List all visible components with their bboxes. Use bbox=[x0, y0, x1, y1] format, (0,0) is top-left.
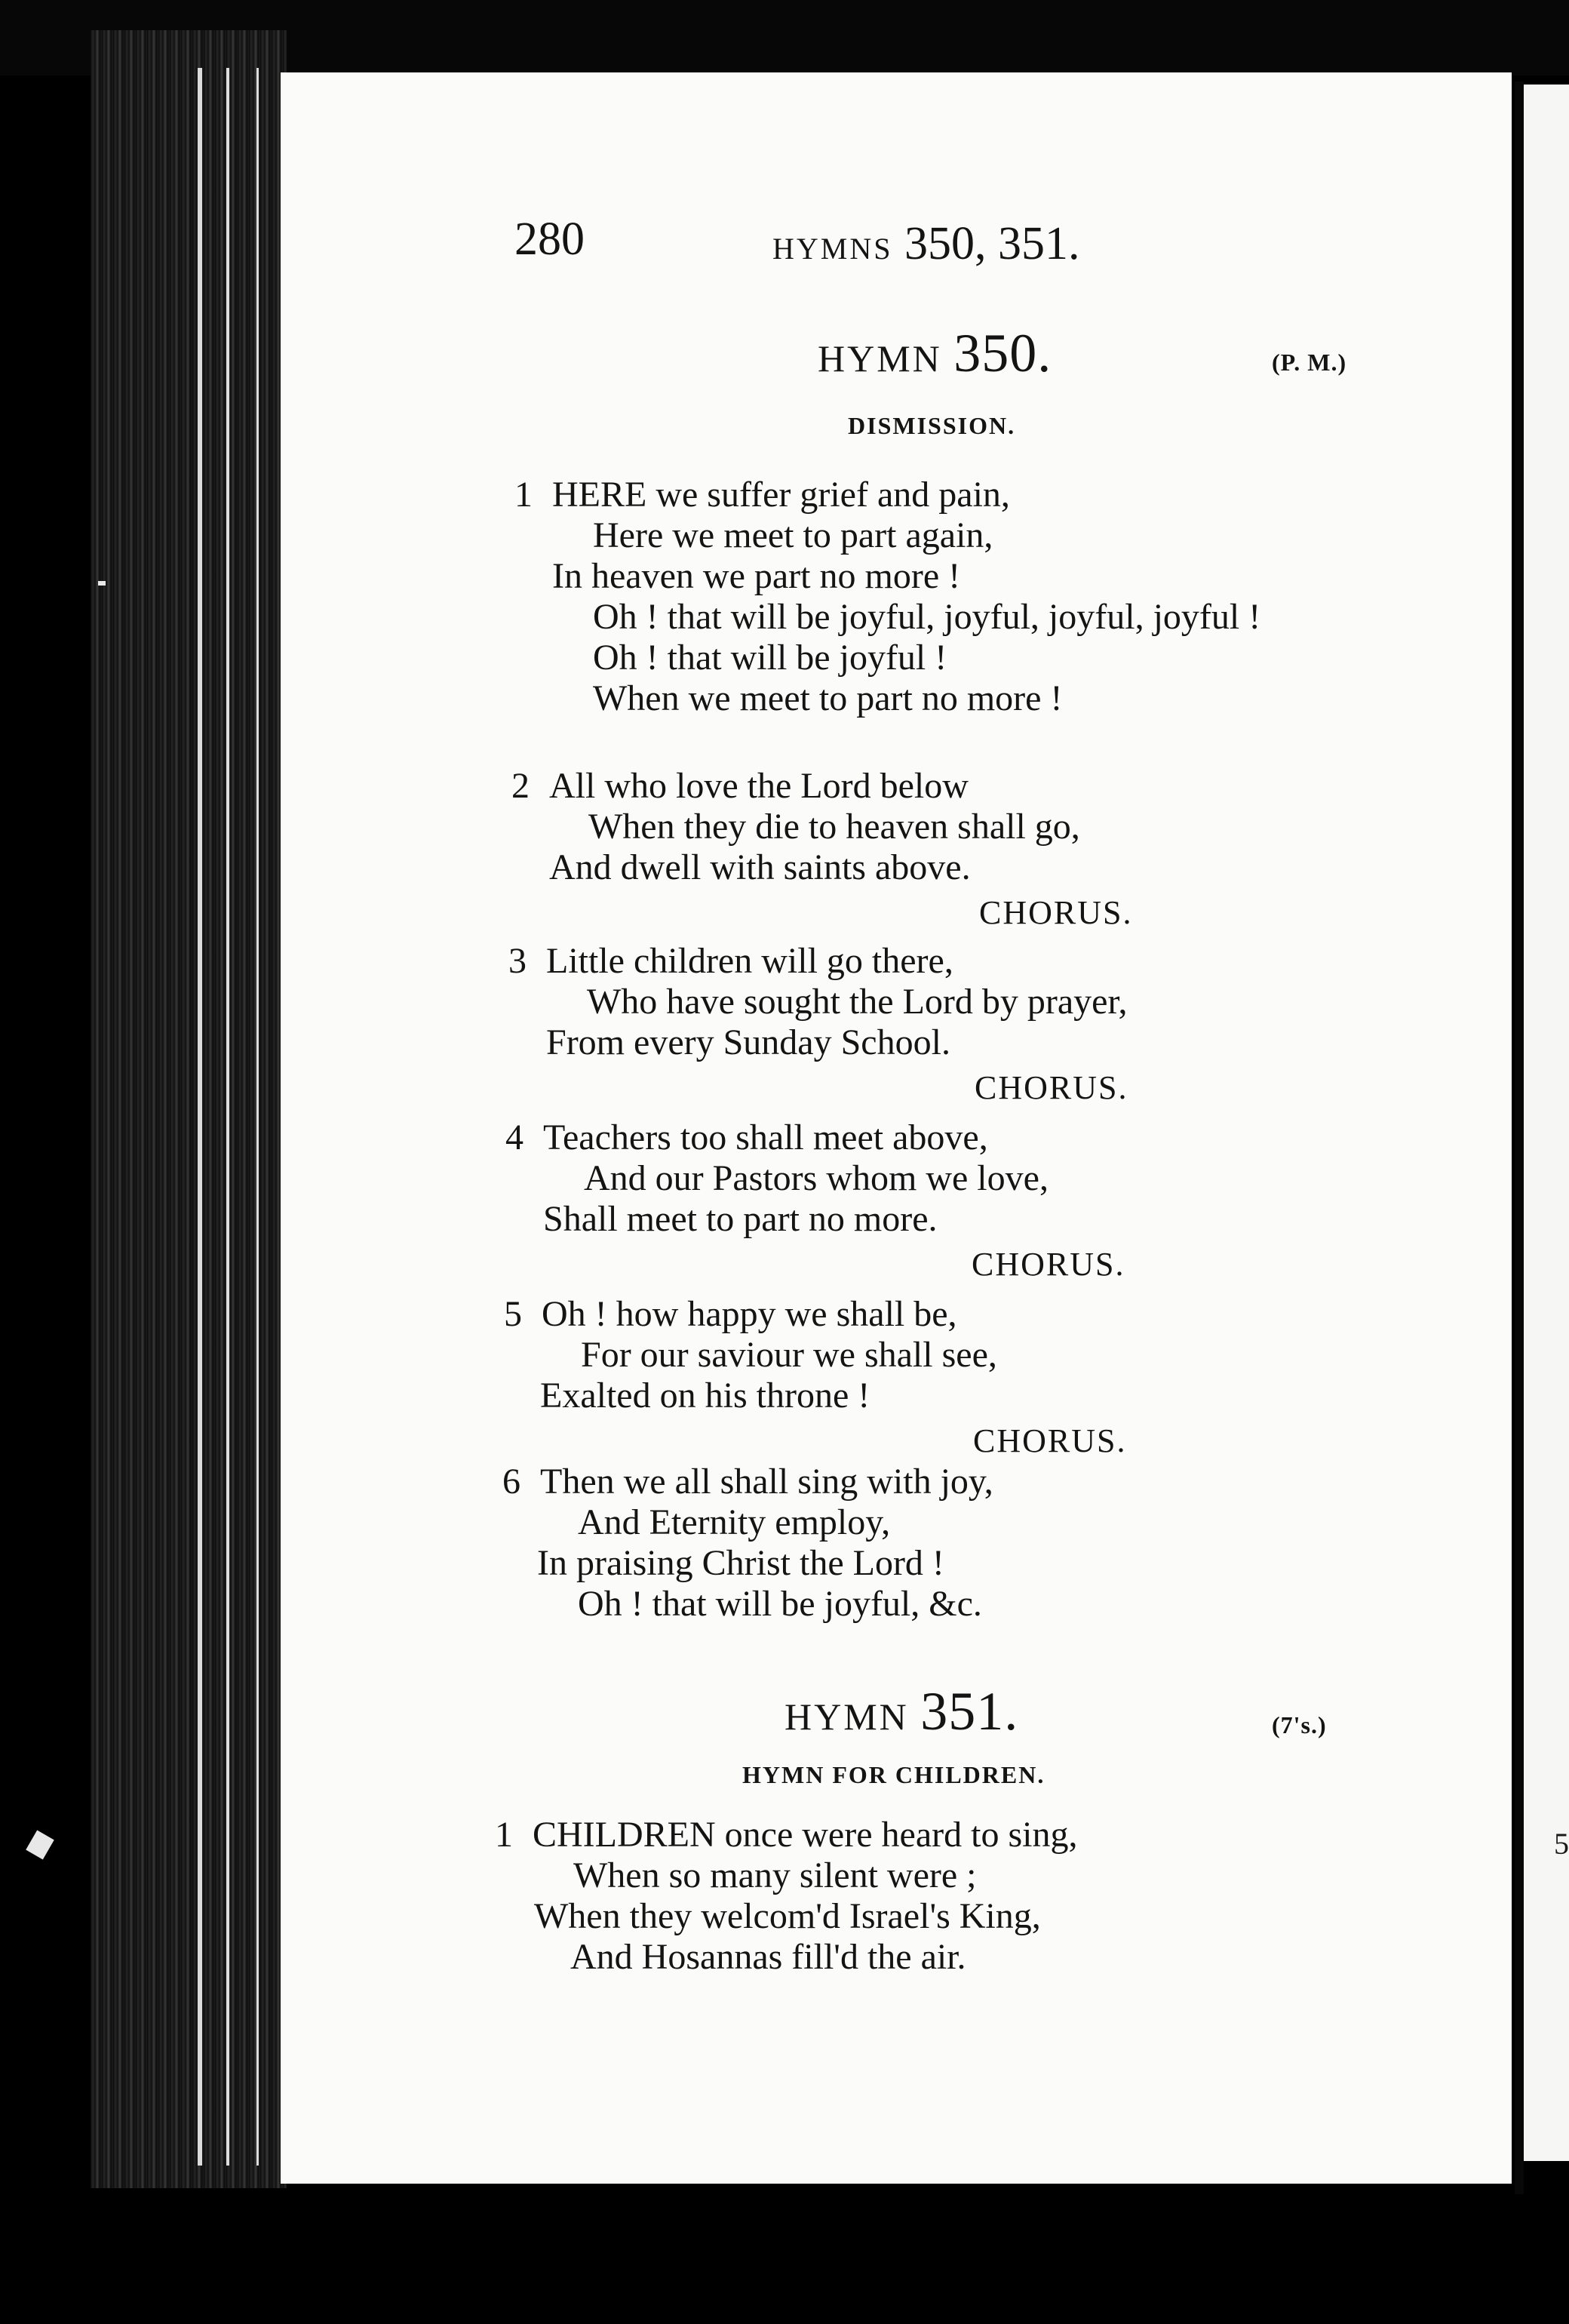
verse-text: Then we all shall sing with joy, bbox=[540, 1462, 993, 1502]
page-edge-highlight bbox=[256, 68, 259, 2166]
verse-line: In praising Christ the Lord ! bbox=[537, 1543, 944, 1583]
verse-line bbox=[502, 1464, 993, 1500]
verse-line: Here we meet to part again, bbox=[593, 515, 993, 555]
verse-line: When they welcom'd Israel's King, bbox=[534, 1896, 1041, 1936]
stanza-number: 1 bbox=[514, 475, 533, 515]
scan-artifact bbox=[98, 581, 106, 586]
facing-page-digit: 5 bbox=[1554, 1827, 1569, 1861]
verse-line: When so many silent were ; bbox=[573, 1855, 977, 1895]
hymn-351-meter: (7's.) bbox=[1272, 1711, 1327, 1738]
verse-line: For our saviour we shall see, bbox=[581, 1335, 997, 1375]
stanza-number: 4 bbox=[505, 1117, 524, 1157]
running-title-word: HYMNS bbox=[772, 232, 893, 266]
hymn-350-title bbox=[818, 323, 1052, 383]
verse-line: And Hosannas fill'd the air. bbox=[570, 1937, 966, 1977]
verse-text: Teachers too shall meet above, bbox=[543, 1117, 988, 1157]
verse-line: From every Sunday School. bbox=[546, 1022, 950, 1062]
hymn-351-title bbox=[784, 1681, 1019, 1741]
running-title bbox=[772, 220, 1079, 267]
verse-line bbox=[508, 943, 953, 979]
stanza-number: 6 bbox=[502, 1462, 520, 1502]
stanza-number: 2 bbox=[511, 766, 530, 806]
hymn-350-subject: DISMISSION. bbox=[848, 412, 1016, 439]
chorus-label: CHORUS. bbox=[972, 1246, 1125, 1283]
verse-line bbox=[511, 768, 969, 804]
hymn-350-number: 350. bbox=[953, 323, 1052, 383]
stanza-number: 3 bbox=[508, 941, 527, 981]
running-title-numbers: 350, 351. bbox=[904, 218, 1080, 269]
verse-line bbox=[504, 1296, 957, 1333]
verse-text: Little children will go there, bbox=[546, 941, 953, 981]
verse-line: Oh ! that will be joyful ! bbox=[593, 638, 947, 678]
verse-line: Shall meet to part no more. bbox=[543, 1199, 938, 1239]
verse-line: In heaven we part no more ! bbox=[552, 556, 961, 596]
verse-text: All who love the Lord below bbox=[549, 766, 969, 806]
stanza-number: 5 bbox=[504, 1294, 522, 1334]
verse-line: When we meet to part no more ! bbox=[593, 678, 1063, 718]
hymn-350-meter: (P. M.) bbox=[1272, 349, 1347, 376]
hymn-351-title-word: HYMN bbox=[784, 1695, 909, 1738]
hymn-351-number: 351. bbox=[920, 1681, 1019, 1741]
verse-line: And Eternity employ, bbox=[578, 1502, 891, 1542]
chorus-label: CHORUS. bbox=[979, 894, 1133, 931]
verse-text: HERE we suffer grief and pain, bbox=[552, 475, 1010, 515]
page-number: 280 bbox=[514, 214, 585, 265]
stanza-number: 1 bbox=[495, 1815, 513, 1855]
verse-line: Exalted on his throne ! bbox=[540, 1376, 870, 1416]
verse-line bbox=[514, 477, 1010, 513]
verse-text: CHILDREN once were heard to sing, bbox=[533, 1815, 1078, 1855]
verse-line bbox=[495, 1817, 1077, 1853]
verse-line bbox=[505, 1117, 988, 1157]
verse-line: Oh ! that will be joyful, &c. bbox=[578, 1584, 982, 1624]
verse-line: And dwell with saints above. bbox=[549, 847, 971, 887]
scan-artifact bbox=[26, 1831, 54, 1860]
chorus-label: CHORUS. bbox=[975, 1069, 1128, 1106]
hymn-350-title-word: HYMN bbox=[818, 337, 942, 380]
verse-line: Oh ! that will be joyful, joyful, joyful, joyful ! bbox=[593, 597, 1261, 637]
verse-line: And our Pastors whom we love, bbox=[584, 1158, 1049, 1198]
chorus-label: CHORUS. bbox=[973, 1422, 1127, 1459]
verse-line: Who have sought the Lord by prayer, bbox=[587, 982, 1128, 1022]
page-edge-highlight bbox=[226, 68, 229, 2166]
page-edge-highlight bbox=[198, 68, 202, 2166]
gutter bbox=[1515, 81, 1524, 2194]
verse-text: Oh ! how happy we shall be, bbox=[542, 1294, 957, 1334]
hymn-351-subject: HYMN FOR CHILDREN. bbox=[742, 1761, 1045, 1788]
verse-line: When they die to heaven shall go, bbox=[588, 807, 1080, 847]
